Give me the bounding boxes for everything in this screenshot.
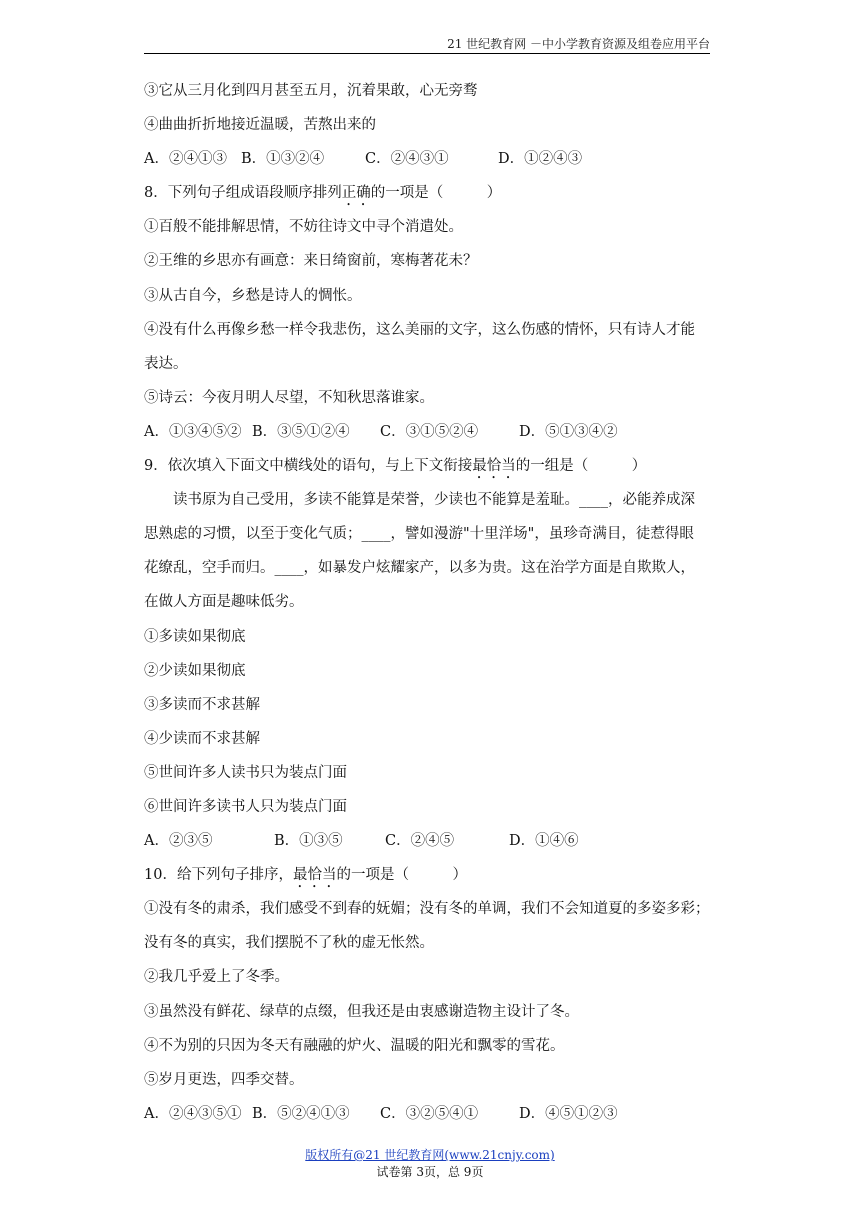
q10-item-2: ②我几乎爱上了冬季。	[144, 969, 289, 986]
q7-item-4: ④曲曲折折地接近温暖，苦熬出来的	[144, 117, 376, 134]
q7-option-c[interactable]: C．②④③①	[365, 151, 449, 168]
q9-option-b[interactable]: B．①③⑤	[274, 833, 343, 850]
q8-stem-pre: 8．下列句子组成语段顺序排列	[144, 185, 342, 202]
q9-options	[144, 824, 719, 858]
q8-item-5: ⑤诗云：今夜月明人尽望，不知秋思落谁家。	[144, 389, 434, 406]
q9-passage-line-2: 思熟虑的习惯，以至于变化气质；____，譬如漫游"十里洋场"，虽珍奇满目，徒惹得眼	[144, 526, 694, 543]
q10-option-d[interactable]: D．④⑤①②③	[519, 1105, 618, 1122]
q9-stem-pre: 9．依次填入下面文中横线处的语句，与上下文衔接	[144, 458, 473, 475]
q8-options	[144, 415, 719, 449]
q10-item-1: ①没有冬的肃杀，我们感受不到春的妩媚；没有冬的单调，我们不会知道夏的多姿多彩；	[144, 901, 710, 918]
q9-stem-post: 的一组是（ ）	[515, 458, 647, 475]
q10-item-5: ⑤岁月更迭，四季交替。	[144, 1071, 304, 1088]
q10-option-b[interactable]: B．⑤②④①③	[252, 1105, 350, 1122]
q8-stem	[144, 176, 719, 210]
q8-item-4-cont: 表达。	[144, 355, 188, 372]
page-header: 21 世纪教育网 －中小学教育资源及组卷应用平台	[144, 36, 710, 54]
q9-item-6: ⑥世间许多读书人只为装点门面	[144, 798, 347, 815]
q9-stem-emphasis: 最恰当	[472, 458, 516, 475]
q9-option-a[interactable]: A．②③⑤	[144, 833, 213, 850]
q10-stem-emphasis: 最恰当	[292, 867, 337, 884]
q10-option-c[interactable]: C．③②⑤④①	[380, 1105, 479, 1122]
q10-options	[144, 1097, 719, 1131]
exam-content	[144, 74, 719, 1131]
q8-item-3: ③从古自今，乡愁是诗人的惆怅。	[144, 287, 362, 304]
q10-stem-post: 的一项是（ ）	[336, 867, 467, 884]
q9-option-d[interactable]: D．①④⑥	[509, 833, 579, 850]
q9-item-1: ①多读如果彻底	[144, 628, 246, 645]
q7-option-d[interactable]: D．①②④③	[498, 151, 583, 168]
q7-option-b[interactable]: B．①③②④	[241, 151, 325, 168]
q9-passage-line-1: 读书原为自己受用，多读不能算是荣誉，少读也不能算是羞耻。____，必能养成深	[173, 492, 695, 509]
q10-stem-pre: 10．给下列句子排序，	[144, 867, 293, 884]
q9-item-5: ⑤世间许多人读书只为装点门面	[144, 764, 347, 781]
q8-item-1: ①百般不能排解思情，不妨往诗文中寻个消遣处。	[144, 219, 463, 236]
q9-passage-line-4: 在做人方面是趣味低劣。	[144, 594, 304, 611]
q8-option-b[interactable]: B．③⑤①②④	[252, 423, 350, 440]
q10-item-3: ③虽然没有鲜花、绿草的点缀，但我还是由衷感谢造物主设计了冬。	[144, 1003, 579, 1020]
footer-page-info: 试卷第 3页，总 9页	[376, 1165, 484, 1179]
q7-options	[144, 142, 719, 176]
q7-item-3: ③它从三月化到四月甚至五月，沉着果敢，心无旁骛	[144, 83, 478, 99]
q7-option-a[interactable]: A．②④①③	[144, 151, 227, 168]
q10-stem	[144, 858, 719, 892]
q10-item-1-cont: 没有冬的真实，我们摆脱不了秋的虚无怅然。	[144, 935, 434, 952]
q9-item-4: ④少读而不求甚解	[144, 730, 260, 747]
copyright-link[interactable]: 版权所有@21 世纪教育网(www.21cnjy.com)	[305, 1148, 555, 1162]
q9-stem	[144, 449, 719, 483]
q8-item-2: ②王维的乡思亦有画意：来日绮窗前，寒梅著花未？	[144, 253, 478, 270]
q10-option-a[interactable]: A．②④③⑤①	[144, 1105, 242, 1122]
q9-item-2: ②少读如果彻底	[144, 662, 246, 679]
q8-stem-emphasis: 正确	[341, 185, 371, 202]
q8-option-c[interactable]: C．③①⑤②④	[380, 423, 479, 440]
q9-passage-line-3: 花缭乱，空手而归。____，如暴发户炫耀家产，以多为贵。这在治学方面是自欺欺人，	[144, 560, 695, 577]
q8-option-a[interactable]: A．①③④⑤②	[144, 423, 242, 440]
q9-option-c[interactable]: C．②④⑤	[385, 833, 455, 850]
q8-option-d[interactable]: D．⑤①③④②	[519, 423, 618, 440]
q9-item-3: ③多读而不求甚解	[144, 696, 260, 713]
q8-item-4: ④没有什么再像乡愁一样令我悲伤，这么美丽的文字，这么伤感的情怀，只有诗人才能	[144, 321, 695, 338]
q10-item-4: ④不为别的只因为冬天有融融的炉火、温暖的阳光和飘零的雪花。	[144, 1037, 565, 1054]
q8-stem-post: 的一项是（ ）	[370, 185, 502, 202]
footer-copyright	[0, 1147, 860, 1163]
